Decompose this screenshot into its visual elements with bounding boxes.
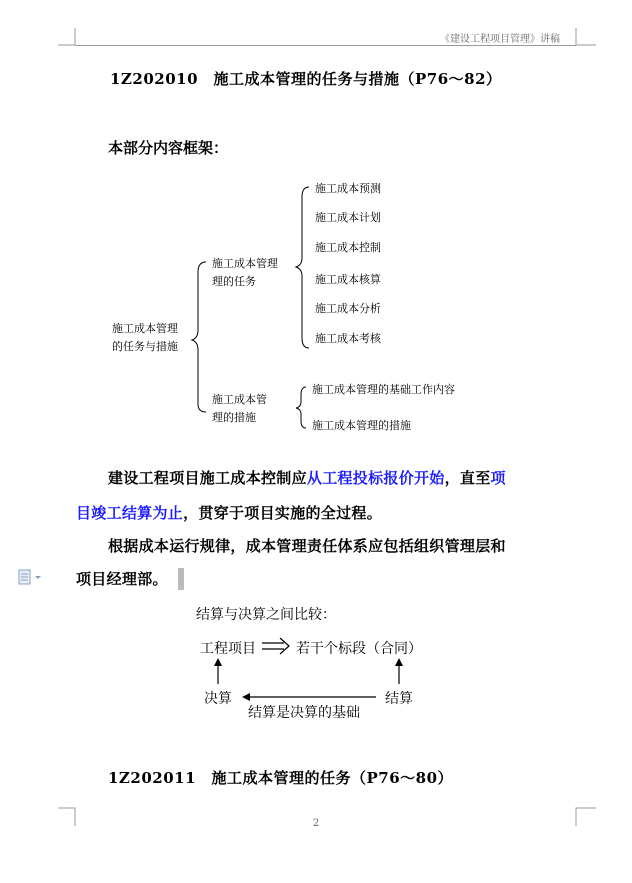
comparison-title: 结算与决算之间比较： (196, 607, 336, 623)
task-item: 施工成本预测 (315, 182, 381, 195)
page-header-text: 《建设工程项目管理》讲稿 (440, 34, 560, 45)
text-run: 建设工程项目施工成本控制应 (108, 469, 307, 487)
page-number: 2 (312, 818, 320, 829)
measure-item: 施工成本管理的基础工作内容 (312, 383, 455, 396)
task-item: 施工成本考核 (315, 332, 381, 345)
text-run: ，贯穿于项目实施的全过程。 (183, 504, 383, 522)
framework-label: 本部分内容框架： (108, 139, 229, 157)
basis-label: 结算是决算的基础 (248, 705, 360, 721)
text-run: ，直至 (444, 469, 491, 487)
highlight-text: 项 (490, 469, 506, 487)
project-label: 工程项目 (200, 641, 256, 657)
task-item: 施工成本分析 (315, 302, 381, 315)
chapter-title: 1Z202010 施工成本管理的任务与措施（P76～82） (110, 70, 502, 88)
tasks-branch-line1: 施工成本管理 (212, 257, 278, 270)
measure-item: 施工成本管理的措施 (312, 419, 411, 432)
subsection-title: 1Z202011 施工成本管理的任务（P76～80） (108, 769, 454, 787)
paragraph-2-line-2: 项目经理部。 (76, 570, 168, 588)
measures-branch-line1: 施工成本管 (212, 393, 267, 406)
task-item: 施工成本计划 (315, 211, 381, 224)
tasks-branch-line2: 理的任务 (212, 275, 256, 288)
final-accounts-label: 决算 (204, 691, 232, 707)
task-item: 施工成本控制 (315, 241, 381, 254)
measures-branch-line2: 理的措施 (212, 411, 256, 424)
highlight-text: 从工程投标报价开始 (306, 469, 445, 487)
task-item: 施工成本核算 (315, 273, 381, 286)
root-node-line1: 施工成本管理 (112, 322, 178, 335)
settlement-label: 结算 (385, 691, 413, 707)
highlight-text: 目竣工结算为止 (76, 504, 184, 522)
sections-label: 若干个标段（合同） (296, 641, 422, 657)
root-node-line2: 的任务与措施 (112, 340, 178, 353)
paragraph-2-line-1: 根据成本运行规律，成本管理责任体系应包括组织管理层和 (108, 537, 506, 555)
